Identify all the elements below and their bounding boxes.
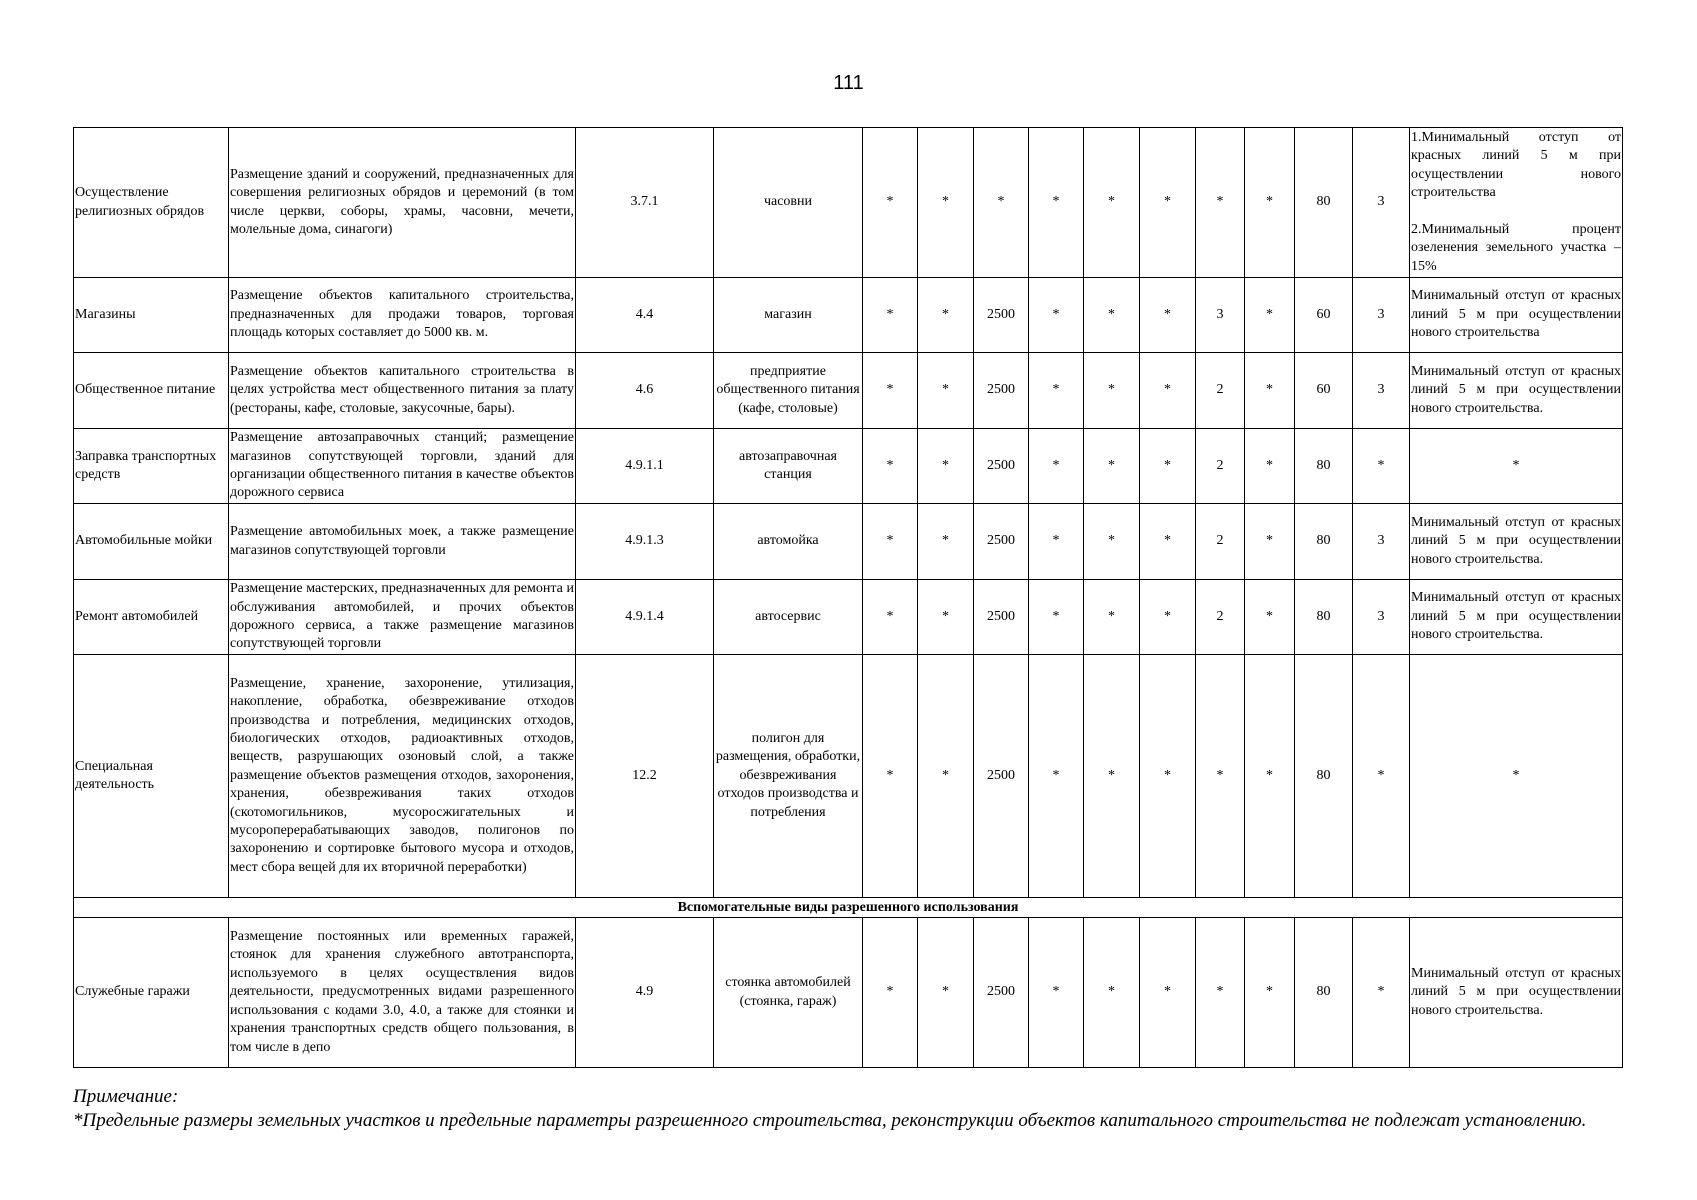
param-cell: 2500 <box>974 429 1029 504</box>
param-cell: * <box>1084 504 1140 580</box>
note-cell: * <box>1410 655 1623 898</box>
param-cell: 3 <box>1353 278 1410 353</box>
table-row <box>74 655 1623 898</box>
note-item: 1.Минимальный отступ от красных линий 5 м при осуществлении нового строительства <box>1411 130 1621 201</box>
param-cell: * <box>1029 918 1084 1068</box>
use-description: Размещение объектов капитального строительства в целях устройства мест общественного питания за плату (рестораны, кафе, столовые, закусочные, бары). <box>229 353 576 429</box>
use-description: Размещение, хранение, захоронение, утилизация, накопление, обработка, обезвреживание отходов производства и потребления, медицинских отходов, биологических отходов, радиоактивных отходов, веществ, разрушающих озоновый слой, а также размещение объектов размещения отходов, захоронения, хранения, обезвреживания таких отходов (скотомогильников, мусоросжигательных и мусороперерабатывающих заводов, полигонов по захоронению и сортировке бытового мусора и отходов, мест сбора вещей для их вторичной переработки) <box>229 655 576 898</box>
param-cell: 2500 <box>974 918 1029 1068</box>
param-cell: * <box>1140 580 1196 655</box>
param-cell: * <box>1029 353 1084 429</box>
use-code: 4.9 <box>576 918 714 1068</box>
land-use-table <box>73 127 1623 1068</box>
param-cell: 2500 <box>974 504 1029 580</box>
table-row <box>74 504 1623 580</box>
object-type: магазин <box>714 278 863 353</box>
use-description: Размещение объектов капитального строительства, предназначенных для продажи товаров, торговая площадь которых составляет до 5000 кв. м. <box>229 278 576 353</box>
param-cell: 60 <box>1295 353 1353 429</box>
param-cell: * <box>918 504 974 580</box>
param-cell: * <box>918 128 974 278</box>
param-cell: * <box>1245 580 1295 655</box>
param-cell: * <box>1084 918 1140 1068</box>
footnote <box>73 1085 1622 1133</box>
param-cell: * <box>1245 429 1295 504</box>
param-cell: 2 <box>1196 353 1245 429</box>
note-cell <box>1410 128 1623 278</box>
object-type: автосервис <box>714 580 863 655</box>
use-code: 12.2 <box>576 655 714 898</box>
use-name: Осуществление религиозных обрядов <box>74 128 229 278</box>
param-cell: * <box>1140 429 1196 504</box>
param-cell: * <box>1084 580 1140 655</box>
param-cell: * <box>1140 918 1196 1068</box>
param-cell: 3 <box>1196 278 1245 353</box>
use-description: Размещение зданий и сооружений, предназначенных для совершения религиозных обрядов и церемоний (в том числе церкви, соборы, храмы, часовни, мечети, молельные дома, синагоги) <box>229 128 576 278</box>
param-cell: 2 <box>1196 580 1245 655</box>
note-spacer <box>1411 203 1621 221</box>
param-cell: * <box>1353 655 1410 898</box>
param-cell: 80 <box>1295 128 1353 278</box>
use-description: Размещение мастерских, предназначенных для ремонта и обслуживания автомобилей, и прочих объектов дорожного сервиса, а также размещение магазинов сопутствующей торговли <box>229 580 576 655</box>
param-cell: * <box>863 429 918 504</box>
param-cell: * <box>863 278 918 353</box>
param-cell: 3 <box>1353 128 1410 278</box>
note-cell: Минимальный отступ от красных линий 5 м при осуществлении нового строительства <box>1410 278 1623 353</box>
param-cell: * <box>1196 655 1245 898</box>
table-row <box>74 429 1623 504</box>
param-cell: * <box>863 128 918 278</box>
use-code: 4.9.1.1 <box>576 429 714 504</box>
use-code: 3.7.1 <box>576 128 714 278</box>
param-cell: * <box>1245 353 1295 429</box>
param-cell: * <box>1084 128 1140 278</box>
object-type: автомойка <box>714 504 863 580</box>
param-cell: * <box>1245 655 1295 898</box>
param-cell: * <box>1140 504 1196 580</box>
param-cell: * <box>1353 429 1410 504</box>
param-cell: 2500 <box>974 353 1029 429</box>
table-row <box>74 918 1623 1068</box>
note-cell: Минимальный отступ от красных линий 5 м при осуществлении нового строительства. <box>1410 504 1623 580</box>
use-code: 4.9.1.3 <box>576 504 714 580</box>
param-cell: 2500 <box>974 278 1029 353</box>
use-name: Служебные гаражи <box>74 918 229 1068</box>
param-cell: 60 <box>1295 278 1353 353</box>
param-cell: 2 <box>1196 429 1245 504</box>
param-cell: 3 <box>1353 580 1410 655</box>
use-name: Общественное питание <box>74 353 229 429</box>
use-name: Специальная деятельность <box>74 655 229 898</box>
param-cell: * <box>1029 504 1084 580</box>
note-cell: Минимальный отступ от красных линий 5 м при осуществлении нового строительства. <box>1410 353 1623 429</box>
note-cell: Минимальный отступ от красных линий 5 м при осуществлении нового строительства. <box>1410 918 1623 1068</box>
param-cell: 2500 <box>974 580 1029 655</box>
param-cell: * <box>1245 278 1295 353</box>
param-cell: * <box>1196 128 1245 278</box>
note-cell: Минимальный отступ от красных линий 5 м при осуществлении нового строительства. <box>1410 580 1623 655</box>
object-type: предприятие общественного питания (кафе, столовые) <box>714 353 863 429</box>
note-cell: * <box>1410 429 1623 504</box>
use-code: 4.9.1.4 <box>576 580 714 655</box>
param-cell: * <box>918 353 974 429</box>
param-cell: * <box>1029 128 1084 278</box>
param-cell: * <box>1140 655 1196 898</box>
param-cell: * <box>1245 504 1295 580</box>
use-description: Размещение автозаправочных станций; размещение магазинов сопутствующей торговли, зданий для организации общественного питания в качестве объектов дорожного сервиса <box>229 429 576 504</box>
param-cell: 80 <box>1295 918 1353 1068</box>
param-cell: * <box>918 278 974 353</box>
param-cell: * <box>1029 278 1084 353</box>
param-cell: * <box>863 655 918 898</box>
param-cell: * <box>1245 918 1295 1068</box>
param-cell: * <box>1084 278 1140 353</box>
param-cell: 3 <box>1353 353 1410 429</box>
param-cell: 80 <box>1295 429 1353 504</box>
param-cell: * <box>918 918 974 1068</box>
param-cell: * <box>1084 429 1140 504</box>
use-name: Ремонт автомобилей <box>74 580 229 655</box>
param-cell: * <box>918 655 974 898</box>
footnote-text: *Предельные размеры земельных участков и предельные параметры разрешенного строительства, реконструкции объектов капитального строительства не подлежат установлению. <box>73 1110 1587 1131</box>
param-cell: * <box>1029 655 1084 898</box>
object-type: полигон для размещения, обработки, обезвреживания отходов производства и потребления <box>714 655 863 898</box>
param-cell: * <box>863 580 918 655</box>
param-cell: 80 <box>1295 580 1353 655</box>
param-cell: 80 <box>1295 655 1353 898</box>
param-cell: * <box>1140 128 1196 278</box>
use-description: Размещение постоянных или временных гаражей, стоянок для хранения служебного автотранспорта, используемого в целях осуществления видов деятельности, предусмотренных видами разрешенного использования с кодами 3.0, 4.0, а также для стоянки и хранения транспортных средств общего пользования, в том числе в депо <box>229 918 576 1068</box>
use-code: 4.4 <box>576 278 714 353</box>
param-cell: * <box>1140 278 1196 353</box>
param-cell: * <box>1140 353 1196 429</box>
object-type: автозаправочная станция <box>714 429 863 504</box>
param-cell: * <box>918 429 974 504</box>
use-code: 4.6 <box>576 353 714 429</box>
param-cell: 2 <box>1196 504 1245 580</box>
param-cell: * <box>1029 429 1084 504</box>
param-cell: * <box>863 918 918 1068</box>
use-name: Автомобильные мойки <box>74 504 229 580</box>
param-cell: * <box>918 580 974 655</box>
table-row <box>74 278 1623 353</box>
param-cell: 3 <box>1353 504 1410 580</box>
section-header-row <box>74 898 1623 918</box>
param-cell: * <box>863 504 918 580</box>
object-type: стоянка автомобилей (стоянка, гараж) <box>714 918 863 1068</box>
param-cell: * <box>1084 655 1140 898</box>
param-cell: * <box>1353 918 1410 1068</box>
param-cell: 2500 <box>974 655 1029 898</box>
object-type: часовни <box>714 128 863 278</box>
param-cell: * <box>1196 918 1245 1068</box>
param-cell: * <box>974 128 1029 278</box>
page-number: 111 <box>833 72 864 94</box>
use-name: Заправка транспортных средств <box>74 429 229 504</box>
use-name: Магазины <box>74 278 229 353</box>
use-description: Размещение автомобильных моек, а также размещение магазинов сопутствующей торговли <box>229 504 576 580</box>
param-cell: * <box>1245 128 1295 278</box>
table-row <box>74 353 1623 429</box>
table-row <box>74 580 1623 655</box>
table-row <box>74 128 1623 278</box>
param-cell: * <box>1029 580 1084 655</box>
param-cell: 80 <box>1295 504 1353 580</box>
param-cell: * <box>863 353 918 429</box>
footnote-title: Примечание: <box>73 1086 179 1107</box>
section-title: Вспомогательные виды разрешенного использования <box>74 898 1623 918</box>
note-item: 2.Минимальный процент озеленения земельного участка – 15% <box>1411 221 1621 274</box>
param-cell: * <box>1084 353 1140 429</box>
